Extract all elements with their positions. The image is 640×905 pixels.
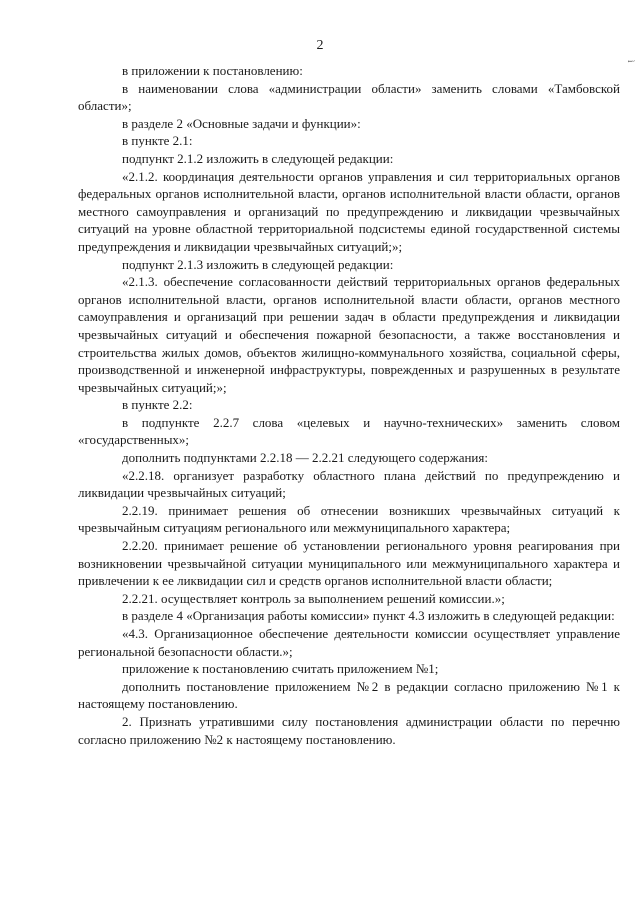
edge-mark: ì: [626, 60, 636, 63]
paragraph: 2.2.20. принимает решение об установлении регионального уровня реагирования при возникновении чрезвычайной ситуации муниципального или межмуниципального характера и привлечении к ее ликвидации сил и средств органов исполнительной власти области;: [78, 538, 620, 589]
paragraph: 2.2.21. осуществляет контроль за выполнением решений комиссии.»;: [122, 590, 505, 606]
paragraph: «4.3. Организационное обеспечение деятельности комиссии осуществляет управление региональной безопасности области.»;: [78, 626, 620, 659]
paragraph: «2.2.18. организует разработку областного плана действий по предупреждению и ликвидации чрезвычайных ситуаций;: [78, 467, 620, 501]
page-number: 2: [316, 38, 324, 53]
paragraph: «2.1.3. обеспечение согласованности действий территориальных органов федеральных органов исполнительной власти, органов исполнительной власти области, органов местного самоуправления и организаций при решении задач в области предупреждения и ликвидации чрезвычайных ситуаций и обеспечения пожарной безопасности, а также восстановления и строительства жилых домов, объектов жилищно-коммунального хозяйства, социальной сферы, производственной и инженерной инфраструктуры, поврежденных и разрушенных в результате чрезвычайных ситуаций;»;: [78, 274, 620, 395]
paragraph: в пункте 2.1:: [122, 133, 193, 149]
paragraph: в подпункте 2.2.7 слова «целевых и научно-технических» заменить словом «государственных»;: [78, 414, 620, 448]
paragraph: приложение к постановлению считать приложением №1;: [122, 661, 439, 677]
paragraph: в наименовании слова «администрации области» заменить словами «Тамбовской области»;: [78, 80, 620, 114]
paragraph: подпункт 2.1.3 изложить в следующей редакции:: [122, 256, 394, 272]
paragraph: подпункт 2.1.2 изложить в следующей редакции:: [122, 150, 394, 166]
paragraph: 2.2.19. принимает решения об отнесении возникших чрезвычайных ситуаций к чрезвычайным ситуациям регионального или межмуниципального характера;: [78, 502, 620, 536]
paragraph: в пункте 2.2:: [122, 397, 193, 413]
paragraph: в разделе 2 «Основные задачи и функции»:: [122, 115, 361, 131]
paragraph: дополнить подпунктами 2.2.18 — 2.2.21 следующего содержания:: [122, 450, 488, 466]
paragraph: в разделе 4 «Организация работы комиссии» пункт 4.3 изложить в следующей редакции:: [122, 608, 615, 624]
paragraph: 2. Признать утратившими силу постановления администрации области по перечню согласно приложению №2 к настоящему постановлению.: [78, 713, 620, 747]
paragraph: «2.1.2. координация деятельности органов управления и сил территориальных органов федеральных органов исполнительной власти, органов исполнительной власти области, органов местного самоуправления и организаций по предупреждению и ликвидации чрезвычайных ситуаций на уровне областной территориальной подсистемы единой государственной системы предупреждения и ликвидации чрезвычайных ситуаций;»;: [78, 168, 620, 254]
document-body: [78, 62, 620, 748]
paragraph: в приложении к постановлению:: [122, 63, 303, 78]
paragraph: дополнить постановление приложением №2 в редакции согласно приложению №1 к настоящему постановлению.: [78, 678, 620, 712]
